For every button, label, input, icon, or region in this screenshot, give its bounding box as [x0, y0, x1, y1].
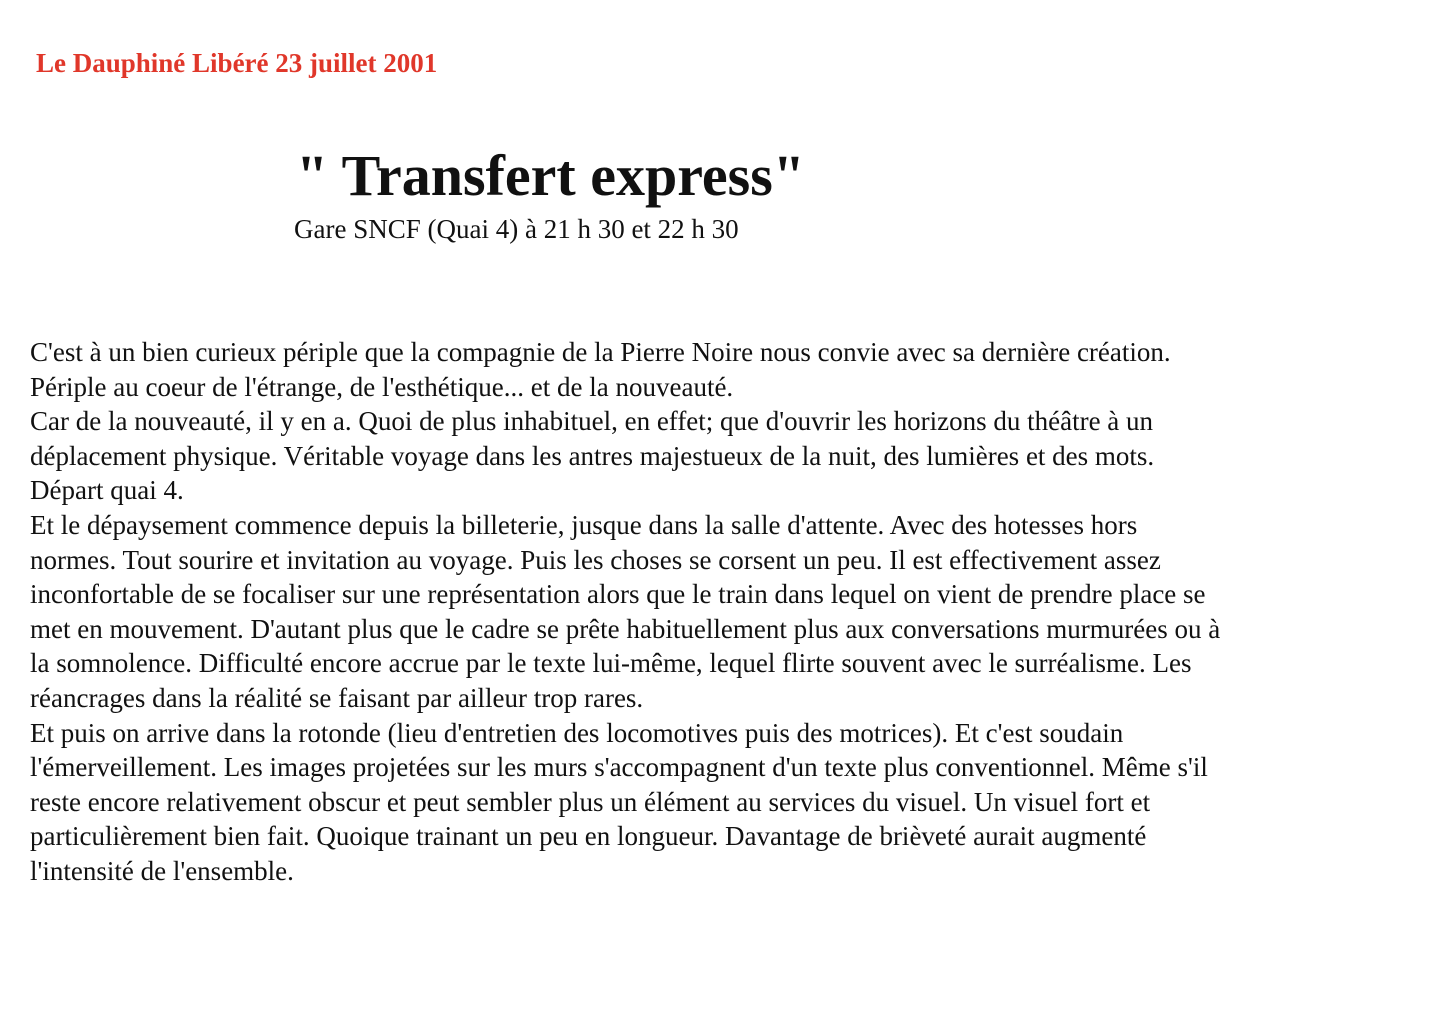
paragraph: C'est à un bien curieux périple que la compagnie de la Pierre Noire nous convie avec sa dernière création. Périple au coeur de l'étrange, de l'esthétique... et de la nouveauté. — [30, 337, 1171, 402]
article-subtitle: Gare SNCF (Quai 4) à 21 h 30 et 22 h 30 — [294, 214, 739, 244]
paragraph: Et puis on arrive dans la rotonde (lieu d'entretien des locomotives puis des motrices). Et c'est soudain l'émerveillement. Les images projetées sur les murs s'accompagnent d'un texte plus conventionnel. Même s'il reste encore relativement obscur et peut sembler plus un élément au services du visuel. Un visuel fort et particulièrement bien fait. Quoique trainant un peu en longueur. Davantage de brièveté aurait augmenté l'intensité de l'ensemble. — [30, 717, 1208, 886]
paragraph: Et le dépaysement commence depuis la billeterie, jusque dans la salle d'attente. Avec des hotesses hors normes. Tout sourire et invitation au voyage. Puis les choses se corsent un peu. Il est effectivement assez inconfortable de se focaliser sur une représentation alors que le train dans lequel on vient de prendre place se met en mouvement. D'autant plus que le cadre se prête habituellement plus aux conversations murmurées ou à la somnolence. Difficulté encore accrue par le texte lui-même, lequel flirte souvent avec le surréalisme. Les réancrages dans la réalité se faisant par ailleur trop rares. — [30, 509, 1221, 713]
publication-source: Le Dauphiné Libéré 23 juillet 2001 — [36, 48, 438, 78]
article-body — [30, 335, 1230, 889]
article-title: " Transfert express" — [296, 143, 806, 208]
paragraph: Car de la nouveauté, il y en a. Quoi de plus inhabituel, en effet; que d'ouvrir les horizons du théâtre à un déplacement physique. Véritable voyage dans les antres majestueux de la nuit, des lumières et des mots. Départ quai 4. — [30, 406, 1155, 506]
